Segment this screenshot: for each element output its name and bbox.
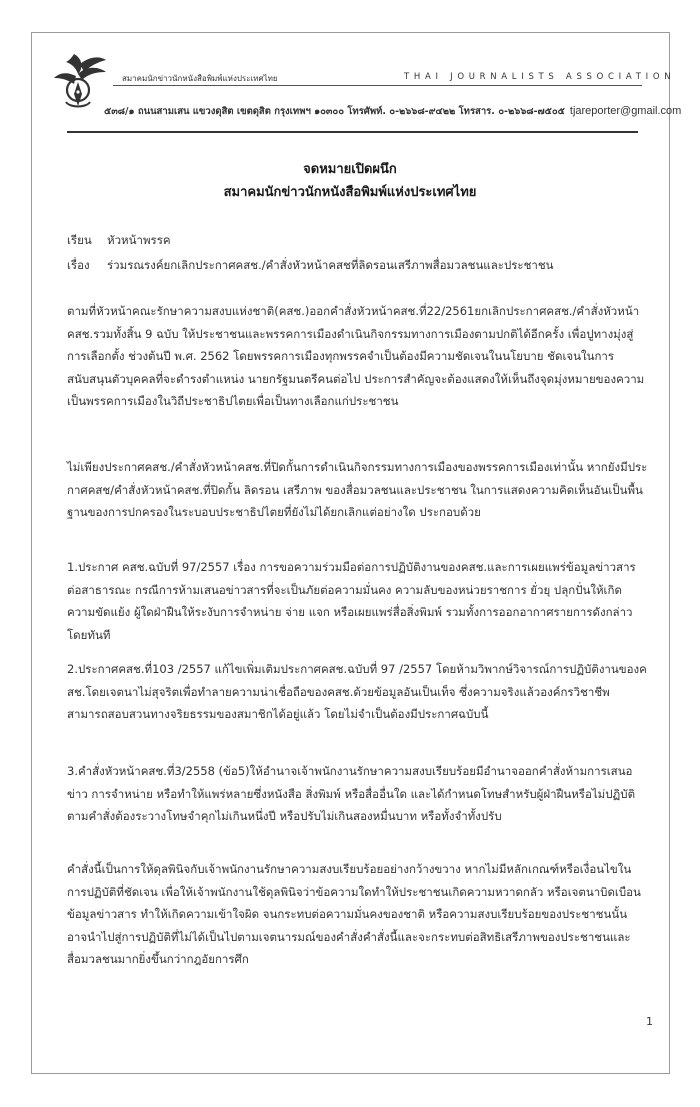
recipient-label: เรียน bbox=[67, 233, 92, 247]
association-name-thai: สมาคมนักข่าวนักหนังสือพิมพ์แห่งประเทศไทย bbox=[122, 74, 278, 83]
address-text: ๕๓๘/๑ ถนนสามเสน แขวงดุสิต เขตดุสิต กรุงเทพฯ ๑๐๓๐๐ โทรศัพท์. ๐-๒๖๖๘-๙๔๒๒ โทรสาร. ๐-๒๖๖๘-๗๕๐๕ bbox=[104, 106, 565, 117]
body-paragraph-3: 1.ประกาศ คสช.ฉบับที่ 97/2557 เรื่อง การขอความร่วมมือต่อการปฏิบัติงานของคสช.และการเผยแพร่ข้อมูลข่าวสารต่อสาธารณะ กรณีการห้ามเสนอข่าวสารที่จะเป็นภัยต่อความมั่นคง ความลับของหน่วยราชการ ยั่วยุ ปลุกปั่นให้เกิดความขัดแย้ง ผู้ใดฝ่าฝืนให้ระงับการจำหน่าย จ่าย แจก หรือเผยแพร่สื่อสิ่งพิมพ์ รวมทั้งการออกอากาศรายการดังกล่าวโดยทันที bbox=[67, 560, 636, 642]
letter-subtitle: สมาคมนักข่าวนักหนังสือพิมพ์แห่งประเทศไทย bbox=[223, 185, 477, 200]
recipient-line bbox=[67, 232, 171, 250]
association-name-english: THAI JOURNALISTS ASSOCIATION bbox=[404, 72, 676, 82]
email-text: tjareporter@gmail.com bbox=[569, 105, 682, 117]
body-paragraph-5: 3.คำสั่งหัวหน้าคสช.ที่3/2558 (ข้อ5)ให้อำนาจเจ้าพนักงานรักษาความสงบเรียบร้อยมีอำนาจออกคำสั่งห้ามการเสนอข่าว การจำหน่าย หรือทำให้แพร่หลายซึ่งหนังสือ สิ่งพิมพ์ หรือสื่ออื่นใด และได้กำหนดโทษสำหรับผู้ฝ่าฝืนหรือไม่ปฏิบัติตามคำสั่งต้องระวางโทษจำคุกไม่เกินหนึ่งปี หรือปรับไม่เกินสองหมื่นบาท หรือทั้งจำทั้งปรับ bbox=[67, 764, 636, 823]
body-paragraph-6: คำสั่งนี้เป็นการให้ดุลพินิจกับเจ้าพนักงานรักษาความสงบเรียบร้อยอย่างกว้างขวาง หากไม่มีหลักเกณฑ์หรือเงื่อนไขในการปฏิบัติที่ชัดเจน เพื่อให้เจ้าพนักงานใช้ดุลพินิจว่าข้อความใดทำให้ประชาชนเกิดความหวาดกลัว หรือเจตนาบิดเบือนข้อมูลข่าวสาร ทำให้เกิดความเข้าใจผิด จนกระทบต่อความมั่นคงของชาติ หรือความสงบเรียบร้อยของประชาชนนั้น อาจนำไปสู่การปฏิบัติที่ไม่ได้เป็นไปตามเจตนารมณ์ของคำสั่งคำสั่งนี้และจะกระทบต่อสิทธิเสรีภาพของประชาชนและสื่อมวลชนมากยิ่งขึ้นกว่ากฎอัยการศึก bbox=[67, 862, 641, 966]
page-number: 1 bbox=[646, 1015, 653, 1028]
body-paragraph-2: ไม่เพียงประกาศคสช./คำสั่งหัวหน้าคสช.ที่ปิดกั้นการดำเนินกิจกรรมทางการเมืองของพรรคการเมืองเท่านั้น หากยังมีประกาศคสช/คำสั่งหัวหน้าคสช.ที่ปิดกั้น ลิดรอน เสรีภาพ ของสื่อมวลชนและประชาชน ในการแสดงความคิดเห็นอันเป็นพื้นฐานของการปกครองในระบอบประชาธิปไตยที่ยังไม่ได้ยกเลิกแต่อย่างใด ประกอบด้วย bbox=[67, 460, 648, 519]
letter-title: จดหมายเปิดผนึก bbox=[303, 162, 397, 177]
header-divider bbox=[113, 85, 642, 86]
recipient-value: หัวหน้าพรรค bbox=[107, 233, 171, 247]
association-logo-icon bbox=[52, 50, 108, 112]
address-line bbox=[104, 104, 681, 119]
letterhead-divider bbox=[67, 131, 638, 133]
body-paragraph-4: 2.ประกาศคสช.ที่103 /2557 แก้ไขเพิ่มเติมประกาศคสช.ฉบับที่ 97 /2557 โดยห้ามวิพากษ์วิจารณ์การปฏิบัติงานของคสช.โดยเจตนาไม่สุจริตเพื่อทำลายความน่าเชื่อถือของคสช.ด้วยข้อมูลอันเป็นเท็จ ซึ่งความจริงแล้วองค์กรวิชาชีพสามารถสอบสวนทางจริยธรรมของสมาชิกได้อยู่แล้ว โดยไม่จำเป็นต้องมีประกาศฉบับนี้ bbox=[67, 662, 647, 721]
subject-label: เรื่อง bbox=[67, 258, 90, 272]
subject-value: ร่วมรณรงค์ยกเลิกประกาศคสช./คำสั่งหัวหน้าคสชที่ลิดรอนเสรีภาพสื่อมวลชนและประชาชน bbox=[107, 258, 554, 272]
body-paragraph-1: ตามที่หัวหน้าคณะรักษาความสงบแห่งชาติ(คสช.)ออกคำสั่งหัวหน้าคสช.ที่22/2561ยกเลิกประกาศคสช./คำสั่งหัวหน้าคสช.รวมทั้งสิ้น 9 ฉบับ ให้ประชาชนและพรรคการเมืองดำเนินกิจกรรมทางการเมืองตามปกติได้อีกครั้ง เพื่อปูทางมุ่งสู่การเลือกตั้ง ช่วงต้นปี พ.ศ. 2562 โดยพรรคการเมืองทุกพรรคจำเป็นต้องมีความชัดเจนในนโยบาย ชัดเจนในการสนับสนุนตัวบุคคลที่จะดำรงตำแหน่ง นายกรัฐมนตรีคนต่อไป ประการสำคัญจะต้องแสดงให้เห็นถึงจุดมุ่งหมายของความเป็นพรรคการเมืองในวิถีประชาธิปไตยเพื่อเป็นทางเลือกแก่ประชาชน bbox=[67, 304, 645, 408]
subject-line bbox=[67, 257, 554, 275]
